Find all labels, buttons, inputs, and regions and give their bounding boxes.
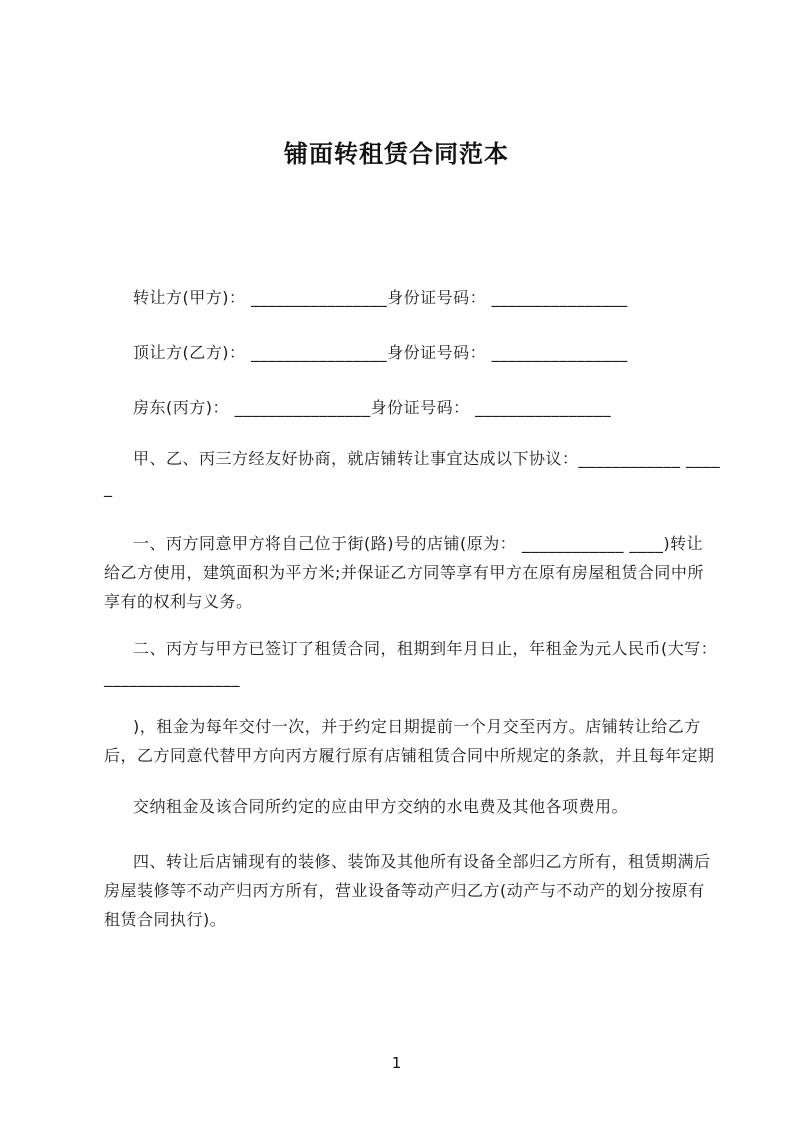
party-line-transferor [104, 283, 704, 312]
party-name-blank-field: ________________ [251, 288, 388, 307]
clause-1-line: 一、丙方同意甲方将自己位于街(路)号的店铺(原为： ____________ ____)转让 [133, 534, 704, 553]
id-number-blank-field: ________________ [491, 343, 628, 362]
party-role-label: 顶让方(乙方)： [133, 343, 252, 362]
party-line-text [104, 283, 704, 312]
party-name-blank-field: ________________ [251, 343, 388, 362]
id-number-blank-field: ________________ [491, 288, 628, 307]
party-line-text [104, 393, 704, 422]
clause-1-paragraph [104, 529, 704, 616]
party-role-label: 房东(丙方)： [133, 398, 235, 417]
clause-2-amount-blank-field: ________________ [104, 668, 240, 687]
clause-4-paragraph [104, 847, 711, 934]
clause-2-continuation-line: 后，乙方同意代替甲方向丙方履行原有店铺租赁合同中所规定的条款，并且每年定期 [104, 746, 715, 765]
id-number-label: 身份证号码： [370, 398, 476, 417]
clause-1-line: 享有的权利与义务。 [104, 592, 253, 611]
clause-4-line: 租赁合同执行)。 [104, 910, 227, 929]
party-role-label: 转让方(甲方)： [133, 288, 252, 307]
document-title: 铺面转租赁合同范本 [284, 140, 509, 168]
clause-2-continuation-line: )，租金为每年交付一次，并于约定日期提前一个月交至丙方。店铺转让给乙方 [133, 717, 701, 736]
party-line-transferee [104, 338, 704, 367]
id-number-blank-field: ________________ [475, 398, 612, 417]
clause-2-fees-paragraph [104, 792, 704, 821]
party-name-blank-field: ________________ [234, 398, 371, 417]
clause-2-fees-line: 交纳租金及该合同所约定的应由甲方交纳的水电费及其他各项费用。 [133, 797, 629, 816]
clause-1-line: 给乙方使用，建筑面积为平方米;并保证乙方同等享有甲方在原有房屋租赁合同中所 [104, 563, 704, 582]
clause-2-line: 二、丙方与甲方已签订了租赁合同，租期到年月日止，年租金为元人民币(大写： [133, 639, 718, 658]
preamble-paragraph [104, 444, 721, 502]
party-line-landlord [104, 393, 704, 422]
party-line-text [104, 338, 704, 367]
clause-4-line: 四、转让后店铺现有的装修、装饰及其他所有设备全部归乙方所有，租赁期满后 [133, 852, 711, 871]
preamble-blank-continuation: _ [104, 478, 113, 497]
preamble-line: 甲、乙、丙三方经友好协商，就店铺转让事宜达成以下协议：____________ ____ [133, 449, 721, 468]
id-number-label: 身份证号码： [387, 288, 492, 307]
id-number-label: 身份证号码： [387, 343, 492, 362]
clause-4-line: 房屋装修等不动产归丙方所有，营业设备等动产归乙方(动产与不动产的划分按原有 [104, 881, 705, 900]
clause-2-paragraph [104, 634, 718, 692]
clause-2-continuation-paragraph [104, 712, 715, 770]
page-number: 1 [391, 1054, 402, 1072]
